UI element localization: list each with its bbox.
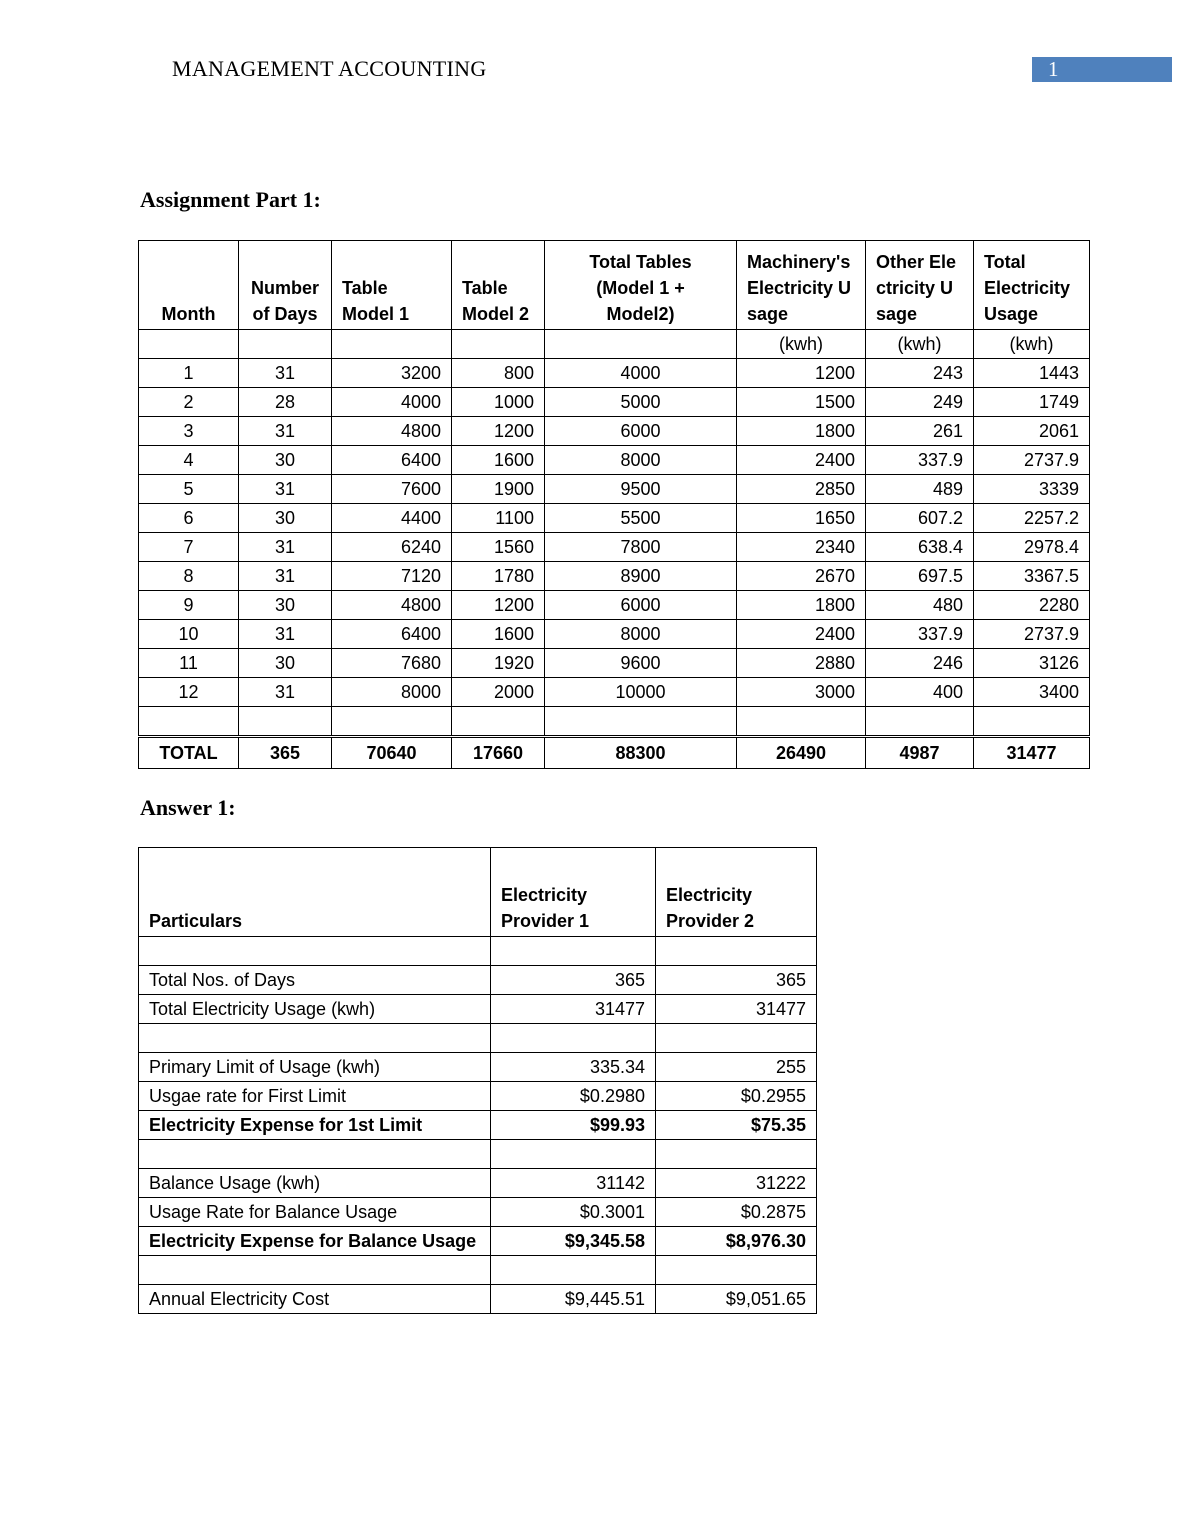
cell-other-usage: 638.4	[866, 533, 974, 562]
cell-days: 31	[239, 678, 332, 707]
cell-total-usage: 3400	[974, 678, 1090, 707]
cell-table-model-1: 3200	[332, 359, 452, 388]
particular-label	[139, 937, 491, 966]
empty-cell	[332, 707, 452, 737]
particular-label	[139, 1256, 491, 1285]
empty-cell	[737, 707, 866, 737]
spacer-row	[139, 1140, 817, 1169]
total-days: 365	[239, 737, 332, 769]
cell-table-model-2: 1900	[452, 475, 545, 504]
table-row	[139, 1198, 817, 1227]
cell-days: 30	[239, 446, 332, 475]
provider-2-value: $8,976.30	[656, 1227, 817, 1256]
empty-cell	[974, 707, 1090, 737]
header-particulars: Particulars	[139, 848, 491, 937]
cell-total-usage: 2978.4	[974, 533, 1090, 562]
cell-days: 28	[239, 388, 332, 417]
cell-other-usage: 249	[866, 388, 974, 417]
table-row	[139, 417, 1090, 446]
cell-machinery-usage: 2340	[737, 533, 866, 562]
cell-days: 30	[239, 504, 332, 533]
part1-heading: Assignment Part 1:	[140, 187, 321, 212]
header-other-electricity-usage: Other Electricity Usage	[866, 241, 974, 330]
provider-2-value: 255	[656, 1053, 817, 1082]
total-machinery-usage: 26490	[737, 737, 866, 769]
cell-other-usage: 480	[866, 591, 974, 620]
table-row	[139, 1053, 817, 1082]
cell-total-usage: 3339	[974, 475, 1090, 504]
cell-month: 5	[139, 475, 239, 504]
particular-label: Total Electricity Usage (kwh)	[139, 995, 491, 1024]
particular-label: Primary Limit of Usage (kwh)	[139, 1053, 491, 1082]
cell-other-usage: 337.9	[866, 620, 974, 649]
particular-label: Balance Usage (kwh)	[139, 1169, 491, 1198]
header-table-model-2: Table Model 2	[452, 241, 545, 330]
cell-total-usage: 3126	[974, 649, 1090, 678]
cell-table-model-1: 4400	[332, 504, 452, 533]
table-header-row	[139, 848, 817, 937]
table-row	[139, 388, 1090, 417]
cell-days: 31	[239, 562, 332, 591]
cell-total-tables: 8000	[545, 446, 737, 475]
header-total-tables: Total Tables (Model 1 + Model2)	[545, 241, 737, 330]
total-month: TOTAL	[139, 737, 239, 769]
header-provider-1: Electricity Provider 1	[491, 848, 656, 937]
cell-total-tables: 7800	[545, 533, 737, 562]
table-row	[139, 995, 817, 1024]
provider-1-value: $9,445.51	[491, 1285, 656, 1314]
cell-days: 30	[239, 591, 332, 620]
total-table-model-2: 17660	[452, 737, 545, 769]
table-row	[139, 504, 1090, 533]
cell-days: 30	[239, 649, 332, 678]
spacer-row	[139, 1256, 817, 1285]
cell-month: 6	[139, 504, 239, 533]
cell-table-model-1: 7680	[332, 649, 452, 678]
cell-machinery-usage: 1200	[737, 359, 866, 388]
cell-table-model-1: 4800	[332, 417, 452, 446]
provider-1-value	[491, 1024, 656, 1053]
cell-total-usage: 1749	[974, 388, 1090, 417]
table-row	[139, 1169, 817, 1198]
cell-table-model-1: 4000	[332, 388, 452, 417]
spacer-row	[139, 1024, 817, 1053]
provider-1-value	[491, 1140, 656, 1169]
unit-cell	[452, 330, 545, 359]
unit-cell	[332, 330, 452, 359]
cell-machinery-usage: 1500	[737, 388, 866, 417]
header-provider-2: Electricity Provider 2	[656, 848, 817, 937]
header-machinery-electricity-usage: Machinery's Electricity Usage	[737, 241, 866, 330]
particular-label	[139, 1140, 491, 1169]
provider-2-value	[656, 1140, 817, 1169]
table-row	[139, 1227, 817, 1256]
provider-2-value	[656, 1256, 817, 1285]
unit-cell: (kwh)	[737, 330, 866, 359]
cell-total-tables: 8900	[545, 562, 737, 591]
cell-total-usage: 3367.5	[974, 562, 1090, 591]
table-row	[139, 591, 1090, 620]
cell-table-model-2: 1200	[452, 417, 545, 446]
cell-other-usage: 243	[866, 359, 974, 388]
document-header-title: MANAGEMENT ACCOUNTING	[172, 56, 487, 81]
cell-machinery-usage: 1800	[737, 591, 866, 620]
provider-2-value	[656, 1024, 817, 1053]
cell-days: 31	[239, 620, 332, 649]
table-row	[139, 1082, 817, 1111]
cell-month: 9	[139, 591, 239, 620]
provider-1-value	[491, 937, 656, 966]
cell-month: 4	[139, 446, 239, 475]
cell-month: 8	[139, 562, 239, 591]
cell-machinery-usage: 1650	[737, 504, 866, 533]
cell-days: 31	[239, 417, 332, 446]
cell-other-usage: 607.2	[866, 504, 974, 533]
units-row	[139, 330, 1090, 359]
cell-table-model-2: 1780	[452, 562, 545, 591]
cell-days: 31	[239, 533, 332, 562]
cell-machinery-usage: 2880	[737, 649, 866, 678]
cell-machinery-usage: 1800	[737, 417, 866, 446]
cell-table-model-2: 1200	[452, 591, 545, 620]
cell-table-model-1: 7120	[332, 562, 452, 591]
total-other-usage: 4987	[866, 737, 974, 769]
cell-total-tables: 6000	[545, 591, 737, 620]
cell-table-model-1: 4800	[332, 591, 452, 620]
cell-total-tables: 10000	[545, 678, 737, 707]
cell-table-model-2: 1100	[452, 504, 545, 533]
provider-1-value	[491, 1256, 656, 1285]
provider-1-value: 335.34	[491, 1053, 656, 1082]
cell-days: 31	[239, 475, 332, 504]
unit-cell	[239, 330, 332, 359]
total-row	[139, 737, 1090, 769]
provider-2-value: 31222	[656, 1169, 817, 1198]
unit-cell: (kwh)	[974, 330, 1090, 359]
cell-table-model-1: 8000	[332, 678, 452, 707]
header-total-electricity-usage: Total Electricity Usage	[974, 241, 1090, 330]
header-table-model-1: Table Model 1	[332, 241, 452, 330]
table-row	[139, 1285, 817, 1314]
cell-total-tables: 9500	[545, 475, 737, 504]
cell-total-usage: 2737.9	[974, 446, 1090, 475]
provider-2-value: 365	[656, 966, 817, 995]
particular-label: Total Nos. of Days	[139, 966, 491, 995]
table-row	[139, 1111, 817, 1140]
cell-total-tables: 8000	[545, 620, 737, 649]
cell-machinery-usage: 2400	[737, 620, 866, 649]
table-row	[139, 533, 1090, 562]
cell-month: 10	[139, 620, 239, 649]
particular-label: Usage Rate for Balance Usage	[139, 1198, 491, 1227]
empty-cell	[239, 707, 332, 737]
empty-cell	[452, 707, 545, 737]
cell-month: 2	[139, 388, 239, 417]
cell-other-usage: 261	[866, 417, 974, 446]
table-header-row	[139, 241, 1090, 330]
provider-2-value: $75.35	[656, 1111, 817, 1140]
cell-machinery-usage: 2850	[737, 475, 866, 504]
cell-month: 3	[139, 417, 239, 446]
cell-table-model-2: 1000	[452, 388, 545, 417]
provider-1-value: 31477	[491, 995, 656, 1024]
cell-other-usage: 489	[866, 475, 974, 504]
cell-table-model-1: 6400	[332, 446, 452, 475]
cell-table-model-1: 7600	[332, 475, 452, 504]
cell-total-tables: 4000	[545, 359, 737, 388]
table-row	[139, 562, 1090, 591]
provider-2-value: $0.2875	[656, 1198, 817, 1227]
total-total-usage: 31477	[974, 737, 1090, 769]
table-row	[139, 359, 1090, 388]
header-number-of-days: Number of Days	[239, 241, 332, 330]
particular-label: Electricity Expense for 1st Limit	[139, 1111, 491, 1140]
cell-total-usage: 1443	[974, 359, 1090, 388]
cell-other-usage: 246	[866, 649, 974, 678]
cell-machinery-usage: 3000	[737, 678, 866, 707]
cell-month: 7	[139, 533, 239, 562]
page-number: 1	[1032, 57, 1172, 82]
cell-total-tables: 5000	[545, 388, 737, 417]
cell-table-model-2: 1600	[452, 620, 545, 649]
empty-cell	[139, 707, 239, 737]
cell-other-usage: 697.5	[866, 562, 974, 591]
provider-2-value: $9,051.65	[656, 1285, 817, 1314]
header-month: Month	[139, 241, 239, 330]
unit-cell: (kwh)	[866, 330, 974, 359]
cell-table-model-2: 1560	[452, 533, 545, 562]
cell-table-model-2: 1920	[452, 649, 545, 678]
unit-cell	[139, 330, 239, 359]
table-row	[139, 678, 1090, 707]
cell-machinery-usage: 2670	[737, 562, 866, 591]
particular-label	[139, 1024, 491, 1053]
table-row	[139, 446, 1090, 475]
cell-days: 31	[239, 359, 332, 388]
provider-comparison-table	[138, 847, 817, 1314]
table-row	[139, 966, 817, 995]
provider-1-value: $9,345.58	[491, 1227, 656, 1256]
provider-2-value	[656, 937, 817, 966]
table-row	[139, 620, 1090, 649]
cell-table-model-1: 6400	[332, 620, 452, 649]
answer1-heading: Answer 1:	[140, 795, 236, 820]
provider-2-value: 31477	[656, 995, 817, 1024]
provider-1-value: $0.3001	[491, 1198, 656, 1227]
cell-table-model-2: 1600	[452, 446, 545, 475]
cell-other-usage: 400	[866, 678, 974, 707]
unit-cell	[545, 330, 737, 359]
cell-month: 12	[139, 678, 239, 707]
cell-table-model-2: 800	[452, 359, 545, 388]
table-row	[139, 475, 1090, 504]
cell-table-model-1: 6240	[332, 533, 452, 562]
provider-2-value: $0.2955	[656, 1082, 817, 1111]
cell-total-tables: 9600	[545, 649, 737, 678]
electricity-usage-table	[138, 240, 1090, 769]
cell-total-usage: 2257.2	[974, 504, 1090, 533]
spacer-row	[139, 707, 1090, 737]
empty-cell	[866, 707, 974, 737]
cell-month: 1	[139, 359, 239, 388]
provider-1-value: $0.2980	[491, 1082, 656, 1111]
cell-other-usage: 337.9	[866, 446, 974, 475]
cell-machinery-usage: 2400	[737, 446, 866, 475]
empty-cell	[545, 707, 737, 737]
cell-total-usage: 2737.9	[974, 620, 1090, 649]
table-row	[139, 649, 1090, 678]
cell-total-usage: 2061	[974, 417, 1090, 446]
provider-1-value: 31142	[491, 1169, 656, 1198]
spacer-row	[139, 937, 817, 966]
cell-total-tables: 5500	[545, 504, 737, 533]
particular-label: Usgae rate for First Limit	[139, 1082, 491, 1111]
total-total-tables: 88300	[545, 737, 737, 769]
cell-table-model-2: 2000	[452, 678, 545, 707]
provider-1-value: $99.93	[491, 1111, 656, 1140]
total-table-model-1: 70640	[332, 737, 452, 769]
provider-1-value: 365	[491, 966, 656, 995]
particular-label: Annual Electricity Cost	[139, 1285, 491, 1314]
particular-label: Electricity Expense for Balance Usage	[139, 1227, 491, 1256]
cell-total-tables: 6000	[545, 417, 737, 446]
cell-total-usage: 2280	[974, 591, 1090, 620]
cell-month: 11	[139, 649, 239, 678]
